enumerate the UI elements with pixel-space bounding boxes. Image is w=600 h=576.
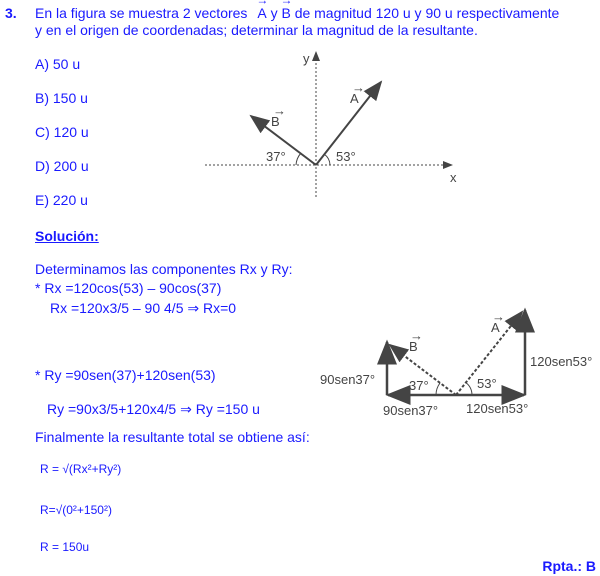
problem-statement-line2: y en el origen de coordenadas; determinar la magnitud de la resultante. [35, 22, 478, 38]
right-vertical-label: 120sen53° [530, 354, 593, 369]
vector-a-label: A [350, 91, 359, 106]
angle-b-label: 37° [266, 149, 286, 164]
vector-figure-2 [0, 290, 600, 430]
arrow-over-a: → [492, 309, 505, 324]
solution-intro: Determinamos las componentes Rx y Ry: [35, 261, 293, 277]
angle-arc-b [296, 153, 301, 165]
statement-text: y [270, 5, 278, 21]
angle-a-label: 53° [336, 149, 356, 164]
solution-heading: Solución: [35, 228, 99, 244]
resultant-substitution: R=√(0²+150²) [40, 503, 112, 517]
ry-calculation: Ry =90x3/5+120x4/5 ⇒ Ry =150 u [47, 401, 260, 417]
left-vertical-label: 90sen37° [320, 372, 376, 387]
right-horizontal-label: 120sen53° [466, 401, 529, 416]
answer: Rpta.: B [542, 558, 596, 574]
rx-calculation: Rx =120x3/5 – 90 4/5 ⇒ Rx=0 [50, 300, 237, 316]
option-a: A) 50 u [35, 56, 81, 72]
option-b: B) 150 u [35, 90, 88, 106]
angle-b-label: 37° [409, 378, 429, 393]
rx-equation: * Rx =120cos(53) – 90cos(37) [35, 280, 222, 296]
vector-a-label: A [491, 320, 500, 335]
left-horizontal-label: 90sen37° [383, 403, 439, 418]
final-intro: Finalmente la resultante total se obtiene así: [35, 429, 310, 445]
vector-b-label: B [409, 339, 418, 354]
option-c: C) 120 u [35, 124, 89, 140]
ry-equation: * Ry =90sen(37)+120sen(53) [35, 367, 216, 383]
problem-number: 3. [5, 5, 17, 21]
vector-b-label: B [271, 114, 280, 129]
y-axis-label: y [303, 51, 310, 66]
vector-b-label: → B [281, 5, 290, 21]
vector-a-label: → A [257, 5, 266, 21]
angle-a-label: 53° [477, 376, 497, 391]
statement-text: En la figura se muestra 2 vectores [35, 5, 248, 21]
arrow-over-a: → [352, 80, 365, 95]
arrow-over-b: → [273, 103, 286, 118]
x-axis-label: x [450, 170, 457, 185]
option-e: E) 220 u [35, 192, 88, 208]
angle-arc-b [436, 383, 440, 395]
arrow-over-b: → [410, 328, 423, 343]
angle-arc-a [465, 382, 472, 395]
angle-arc-a [324, 154, 330, 165]
resultant-result: R = 150u [40, 540, 90, 554]
option-d: D) 200 u [35, 158, 89, 174]
statement-text: de magnitud 120 u y 90 u respectivamente [294, 5, 560, 21]
vector-figure-1 [0, 0, 600, 230]
resultant-formula: R = √(Rx²+Ry²) [40, 462, 122, 476]
